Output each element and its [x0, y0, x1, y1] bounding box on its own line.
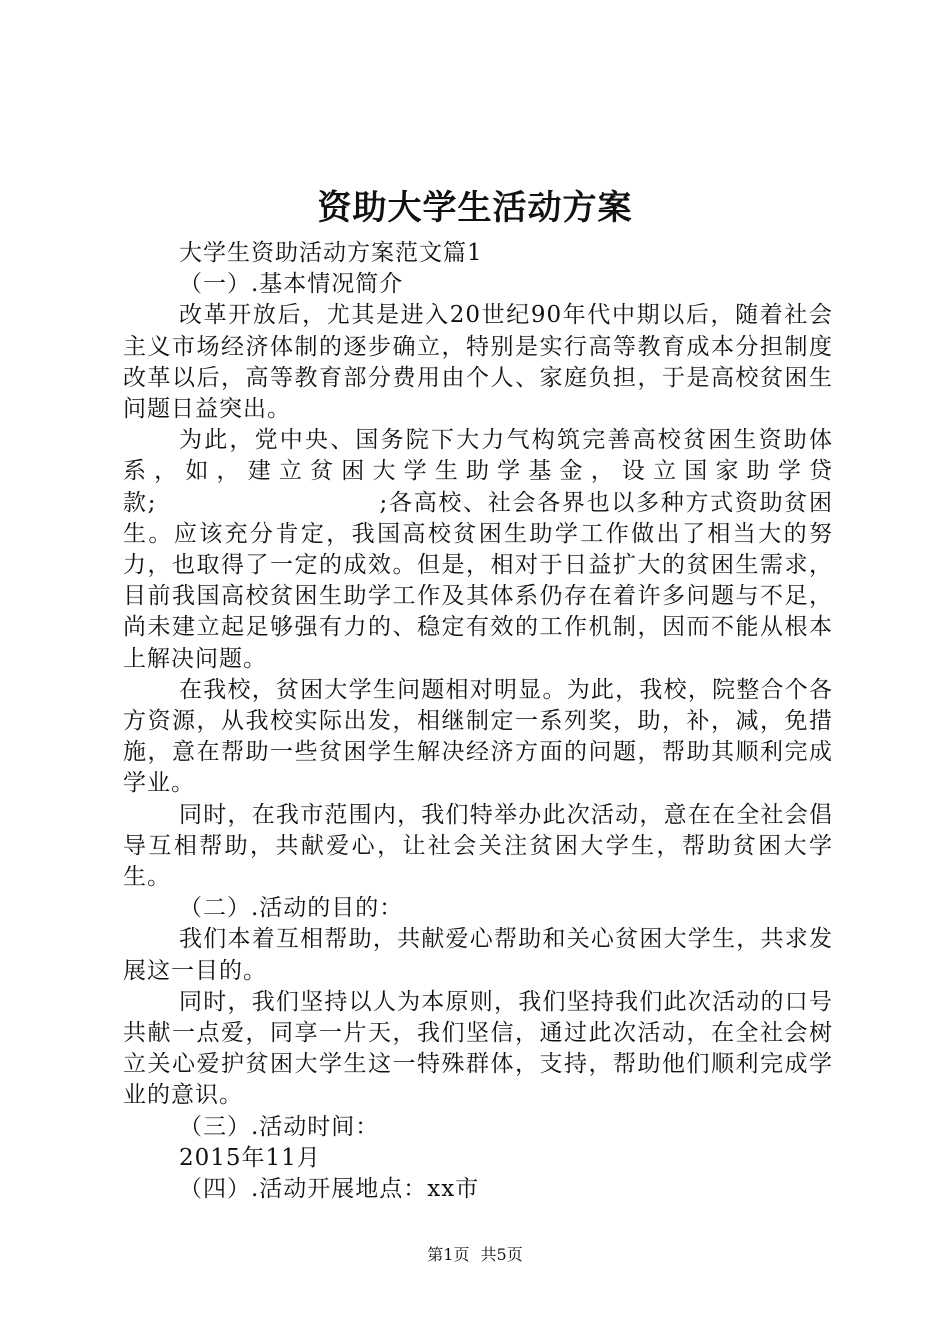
- paragraph: 同时，在我市范围内，我们特举办此次活动，意在在全社会倡导互相帮助，共献爱心，让社会关注贫困大学生，帮助贫困大学生。: [123, 801, 833, 891]
- document-body: [123, 238, 833, 1205]
- paragraph-subtitle: 大学生资助活动方案范文篇1: [179, 240, 483, 266]
- document-title: 资助大学生活动方案: [317, 188, 633, 228]
- page-number: 第1页: [427, 1245, 470, 1264]
- page-footer: [0, 1244, 950, 1266]
- paragraph: 我们本着互相帮助，共献爱心帮助和关心贫困大学生，共求发展这一目的。: [123, 926, 833, 984]
- paragraph: 在我校，贫困大学生问题相对明显。为此，我校，院整合个各方资源，从我校实际出发，相继制定一系列奖，助，补，减，免措施，意在帮助一些贫困学生解决经济方面的问题，帮助其顺利完成学业。: [123, 676, 833, 797]
- date-line: 2015年11月: [179, 1144, 321, 1171]
- paragraph: 同时，我们坚持以人为本原则，我们坚持我们此次活动的口号共献一点爱，同享一片天，我们坚信，通过此次活动，在全社会树立关心爱护贫困大学生这一特殊群体，支持，帮助他们顺利完成学业的意识。: [123, 988, 833, 1109]
- paragraph: 为此，党中央、国务院下大力气构筑完善高校贫困生资助体系，如，建立贫困大学生助学基金，设立国家助学贷款; ;各高校、社会各界也以多种方式资助贫困生。应该充分肯定，我国高校贫困生助学工作做出了相当大的努力，也取得了一定的成效。但是，相对于日益扩大的贫困生需求，目前我国高校贫困生助学工作及其体系仍存在着许多问题与不足，尚未建立起足够强有力的、稳定有效的工作机制，因而不能从根本上解决问题。: [123, 427, 833, 672]
- section-heading-1: （一）.基本情况简介: [179, 271, 404, 298]
- paragraph: 改革开放后，尤其是进入20世纪90年代中期以后，随着社会主义市场经济体制的逐步确立，特别是实行高等教育成本分担制度改革以后，高等教育部分费用由个人、家庭负担，于是高校贫困生问题日益突出。: [123, 302, 833, 423]
- section-heading-3: （三）.活动时间：: [179, 1113, 380, 1140]
- page-total: 共5页: [480, 1245, 523, 1264]
- section-heading-4: （四）.活动开展地点：xx市: [179, 1176, 480, 1203]
- section-heading-2: （二）.活动的目的：: [179, 895, 404, 922]
